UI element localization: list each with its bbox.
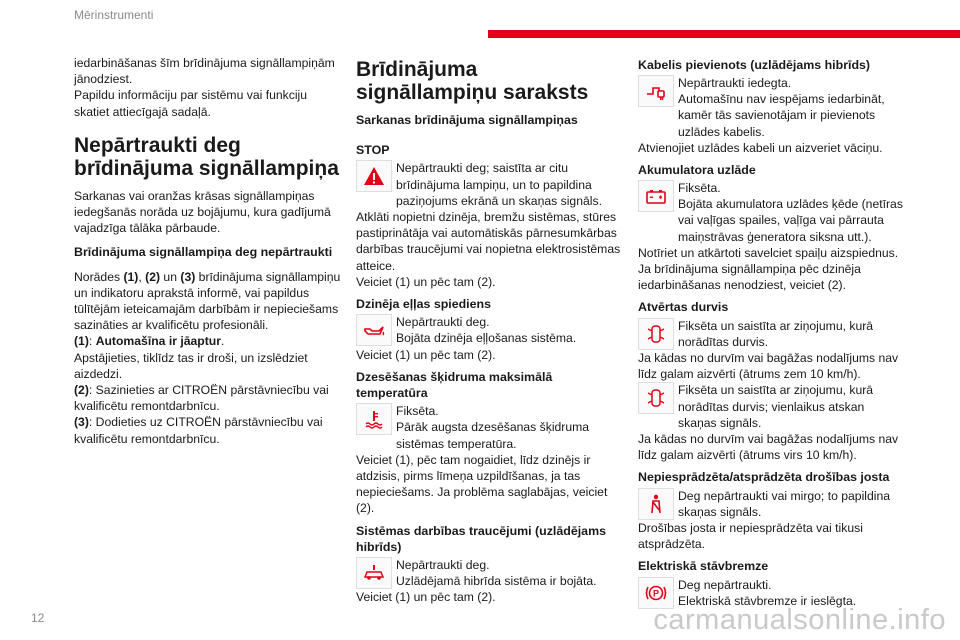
entry-battery-l3: Notīriet un atkārtoti savelciet spaiļu aizspiednus. Ja brīdinājuma signāllampiņa pēc dzinēja iedarbināšanas nenodziest, veiciet (2). [638, 245, 899, 293]
entry-belt-l2: Drošības josta ir nepiesprādzēta vai tikusi atsprādzēta. [638, 521, 863, 552]
entry-stop-title: STOP [356, 143, 390, 158]
open-door-icon [638, 318, 674, 350]
entry-oil-l2: Bojāta dzinēja eļļošanas sistēma. [396, 331, 577, 346]
section-lead: Sarkanas vai oranžas krāsas signāllampiņas iedegšanās norāda uz bojājumu, kura gadījumā vajadzīga tālāka pārbaude. [74, 188, 331, 236]
entry-brake-title: Elektriskā stāvbremze [638, 559, 769, 574]
entry-doors-a2: Ja kādas no durvīm vai bagāžas nodalījums nav līdz galam aizvērti (ātrums zem 10 km/h). [638, 351, 899, 382]
entry-stop [356, 142, 621, 290]
entry-brake-l2: Elektriskā stāvbremze ir ieslēgta. [678, 593, 857, 608]
section-title: Nepārtraukti deg brīdinājuma signāllampiņa [74, 133, 339, 180]
entry-battery-l1: Fiksēta. [678, 181, 721, 196]
column-2 [356, 58, 621, 612]
entry-cable-l2: Automašīnu nav iespējams iedarbināt, kamēr tās savienotājam ir pievienots uzlādes kabelis. [678, 92, 885, 139]
column-3 [638, 57, 904, 615]
entry-belt-title: Nepiesprādzēta/atsprādzēta drošības josta [638, 470, 890, 485]
entry-belt [638, 469, 904, 552]
entry-battery-title: Akumulatora uzlāde [638, 163, 756, 178]
entry-coolant-l3: Veiciet (1), pēc tam nogaidiet, līdz dzinējs ir atdzisis, pirms līmeņa uzpildīšanas, ja tas nepieciešams. Ja problēma saglabājas, veiciet (2). [356, 452, 608, 516]
notes-paragraph: Norādes (1), (2) un (3) brīdinājuma signāllampiņu un indikatoru aprakstā informē, vai papildus tūlītējām ieteicamajām darbībām ir nepieciešams sazināties ar kvalificētu profesionāli. [74, 269, 341, 333]
list-title: Brīdinājuma signāllampiņu saraksts [356, 58, 589, 104]
entry-doors-b1: Fiksēta un saistīta ar ziņojumu, kurā norādītas durvis; vienlaikus atskan skaņas signāls. [678, 383, 874, 430]
charging-cable-icon [638, 75, 674, 107]
entry-system-l1: Nepārtraukti deg. [396, 558, 490, 573]
entry-cable-l3: Atvienojiet uzlādes kabeli un aizveriet vāciņu. [638, 140, 883, 155]
note-1-text: Apstājieties, tiklīdz tas ir droši, un izslēdziet aizdedzi. [74, 350, 308, 381]
note-3: (3): Dodieties uz CITROËN pārstāvniecību vai kvalificētu remontdarbnīcu. [74, 415, 323, 446]
entry-doors-title: Atvērtas durvis [638, 300, 729, 315]
entry-cable [638, 57, 904, 156]
entry-doors-a1: Fiksēta un saistīta ar ziņojumu, kurā norādītas durvis. [678, 318, 874, 349]
column-1 [74, 55, 342, 447]
entry-system-title: Sistēmas darbības traucējumi (uzlādējams hibrīds) [356, 523, 606, 554]
section-accent-bar [488, 30, 960, 38]
seatbelt-icon [638, 488, 674, 520]
entry-coolant-l2: Pārāk augsta dzesēšanas šķidruma sistēmas temperatūra. [396, 420, 590, 451]
oil-pressure-icon [356, 314, 392, 346]
note-1: (1): Automašīna ir jāaptur. [74, 334, 225, 349]
entry-stop-l1: Nepārtraukti deg; saistīta ar citu brīdinājuma lampiņu, un to papildina paziņojums ekrānā un skaņas signāls. [396, 161, 602, 208]
list-subtitle: Sarkanas brīdinājuma signāllampiņas [356, 113, 578, 127]
entry-belt-l1: Deg nepārtraukti vai mirgo; to papildina skaņas signāls. [678, 488, 891, 519]
page-number: 12 [31, 611, 45, 625]
entry-battery [638, 162, 904, 293]
entry-stop-l3: Veiciet (1) un pēc tam (2). [356, 274, 496, 289]
battery-charge-icon [638, 180, 674, 212]
entry-brake-l1: Deg nepārtraukti. [678, 577, 772, 592]
coolant-temperature-icon [356, 403, 392, 435]
section-header: Mērinstrumenti [74, 8, 154, 22]
entry-oil [356, 296, 621, 363]
entry-coolant-l1: Fiksēta. [396, 404, 439, 419]
entry-system-l2: Uzlādējamā hibrīda sistēma ir bojāta. [396, 574, 597, 589]
open-door-icon [638, 382, 674, 414]
entry-battery-l2: Bojāta akumulatora uzlādes ķēde (netīras vai vaļīgas spailes, vaļīga vai pārrauta maiņstrāvas ģeneratora siksna utt.). [678, 197, 903, 244]
entry-coolant-title: Dzesēšanas šķidruma maksimālā temperatūra [356, 369, 553, 401]
intro-text-1: iedarbināšanas šīm brīdinājuma signāllampiņām jānodziest. [74, 56, 335, 87]
note-2: (2): Sazinieties ar CITROËN pārstāvniecību vai kvalificētu remontdarbnīcu. [74, 383, 329, 414]
subsection-title: Brīdinājuma signāllampiņa deg nepārtraukti [74, 245, 333, 260]
entry-coolant [356, 369, 621, 517]
entry-system [356, 523, 621, 606]
hybrid-system-fault-icon [356, 557, 392, 589]
stop-warning-icon [356, 160, 392, 192]
entry-oil-title: Dzinēja eļļas spiediens [356, 297, 491, 312]
entry-cable-title: Kabelis pievienots (uzlādējams hibrīds) [638, 58, 871, 72]
entry-oil-l1: Nepārtraukti deg. [396, 315, 490, 330]
entry-doors [638, 299, 904, 463]
entry-doors-b2: Ja kādas no durvīm vai bagāžas nodalījums nav līdz galam aizvērti (ātrums virs 10 km/h). [638, 432, 899, 463]
watermark: carmanualsonline.info [653, 604, 946, 636]
entry-system-l3: Veiciet (1) un pēc tam (2). [356, 590, 496, 605]
entry-oil-l3: Veiciet (1) un pēc tam (2). [356, 347, 496, 362]
svg-text:P: P [652, 588, 660, 599]
entry-brake [638, 558, 904, 609]
intro-text-2: Papildu informāciju par sistēmu vai funkciju skatiet attiecīgajā sadaļā. [74, 88, 308, 119]
entry-stop-l2: Atklāti nopietni dzinēja, bremžu sistēmas, stūres pastiprinātāja vai automātiskās pārnesumkārbas darbības traucējumi vai nopietna elektrosistēmas atteice. [356, 210, 621, 273]
entry-cable-l1: Nepārtraukti iedegta. [678, 76, 792, 91]
